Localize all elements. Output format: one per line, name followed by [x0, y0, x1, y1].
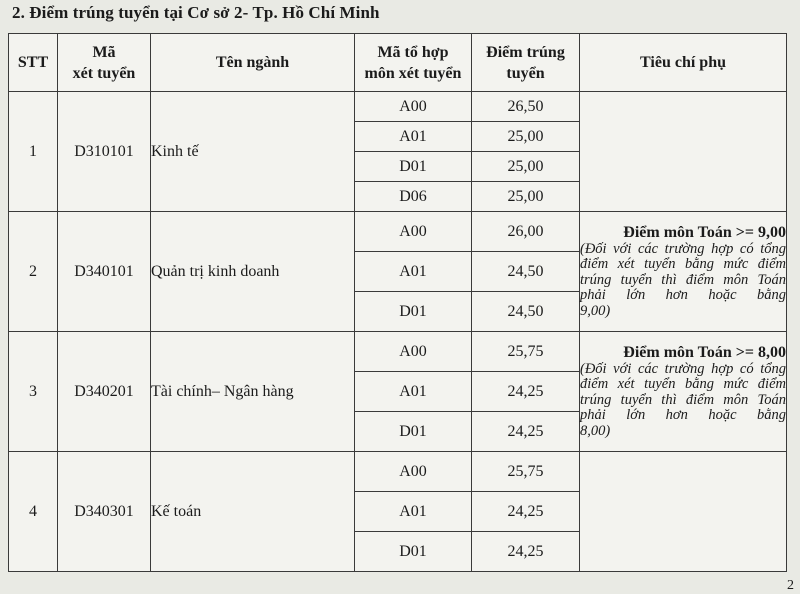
combo-cell: A01 [355, 252, 472, 292]
admission-scores-table [8, 33, 787, 572]
criteria-text [580, 362, 786, 440]
score-cell: 26,50 [472, 92, 580, 122]
score-cell: 25,00 [472, 122, 580, 152]
major-name-cell: Kinh tế [151, 92, 355, 212]
criteria-text-end: 9,00) [580, 302, 611, 319]
code-cell: D340201 [58, 332, 151, 452]
major-name-cell: Quản trị kinh doanh [151, 212, 355, 332]
criteria-title: Điểm môn Toán >= 9,00 [623, 223, 786, 241]
score-cell: 24,25 [472, 492, 580, 532]
criteria-cell-empty [580, 452, 787, 572]
criteria-cell-empty [580, 92, 787, 212]
major-name-cell: Tài chính– Ngân hàng [151, 332, 355, 452]
score-cell: 24,25 [472, 532, 580, 572]
header-combo-line1: Mã tổ hợp [377, 43, 449, 61]
criteria-text-body: (Đối với các trường hợp có tổng điểm xét tuyển bằng mức điểm trúng tuyển thì điểm môn Toán phải lớn hơn hoặc bằng [580, 240, 786, 304]
score-cell: 24,50 [472, 252, 580, 292]
header-score [472, 34, 580, 92]
page-number: 2 [787, 578, 794, 593]
header-criteria: Tiêu chí phụ [580, 34, 787, 92]
header-combo-line2: môn xét tuyển [364, 64, 462, 82]
table-row [9, 452, 787, 492]
score-cell: 25,00 [472, 152, 580, 182]
table-row [9, 332, 787, 372]
stt-cell: 1 [9, 92, 58, 212]
combo-cell: D01 [355, 532, 472, 572]
combo-cell: D01 [355, 412, 472, 452]
stt-cell: 3 [9, 332, 58, 452]
header-code [58, 34, 151, 92]
score-cell: 24,50 [472, 292, 580, 332]
header-major-name: Tên ngành [151, 34, 355, 92]
score-cell: 25,75 [472, 332, 580, 372]
table-row [9, 92, 787, 122]
header-row [9, 34, 787, 92]
criteria-text-end: 8,00) [580, 422, 611, 439]
score-cell: 26,00 [472, 212, 580, 252]
code-cell: D310101 [58, 92, 151, 212]
criteria-title: Điểm môn Toán >= 8,00 [623, 343, 786, 361]
score-cell: 25,75 [472, 452, 580, 492]
code-cell: D340301 [58, 452, 151, 572]
criteria-cell [580, 212, 787, 332]
header-combo [355, 34, 472, 92]
table-row [9, 212, 787, 252]
header-stt: STT [9, 34, 58, 92]
combo-cell: A00 [355, 452, 472, 492]
combo-cell: A00 [355, 332, 472, 372]
code-cell: D340101 [58, 212, 151, 332]
header-code-line1: Mã [92, 43, 116, 61]
combo-cell: A00 [355, 212, 472, 252]
header-score-line2: tuyển [506, 64, 545, 82]
criteria-text-body: (Đối với các trường hợp có tổng điểm xét tuyển bằng mức điểm trúng tuyển thì điểm môn Toán phải lớn hơn hoặc bằng [580, 360, 786, 424]
stt-cell: 4 [9, 452, 58, 572]
combo-cell: D01 [355, 152, 472, 182]
score-cell: 24,25 [472, 412, 580, 452]
combo-cell: A01 [355, 122, 472, 152]
score-cell: 25,00 [472, 182, 580, 212]
stt-cell: 2 [9, 212, 58, 332]
combo-cell: A01 [355, 492, 472, 532]
criteria-cell [580, 332, 787, 452]
combo-cell: A00 [355, 92, 472, 122]
section-heading: 2. Điểm trúng tuyển tại Cơ sở 2- Tp. Hồ Chí Minh [12, 3, 380, 22]
score-cell: 24,25 [472, 372, 580, 412]
combo-cell: D01 [355, 292, 472, 332]
combo-cell: D06 [355, 182, 472, 212]
header-score-line1: Điểm trúng [486, 43, 565, 61]
combo-cell: A01 [355, 372, 472, 412]
major-name-cell: Kế toán [151, 452, 355, 572]
header-code-line2: xét tuyển [72, 64, 136, 82]
criteria-text [580, 242, 786, 320]
